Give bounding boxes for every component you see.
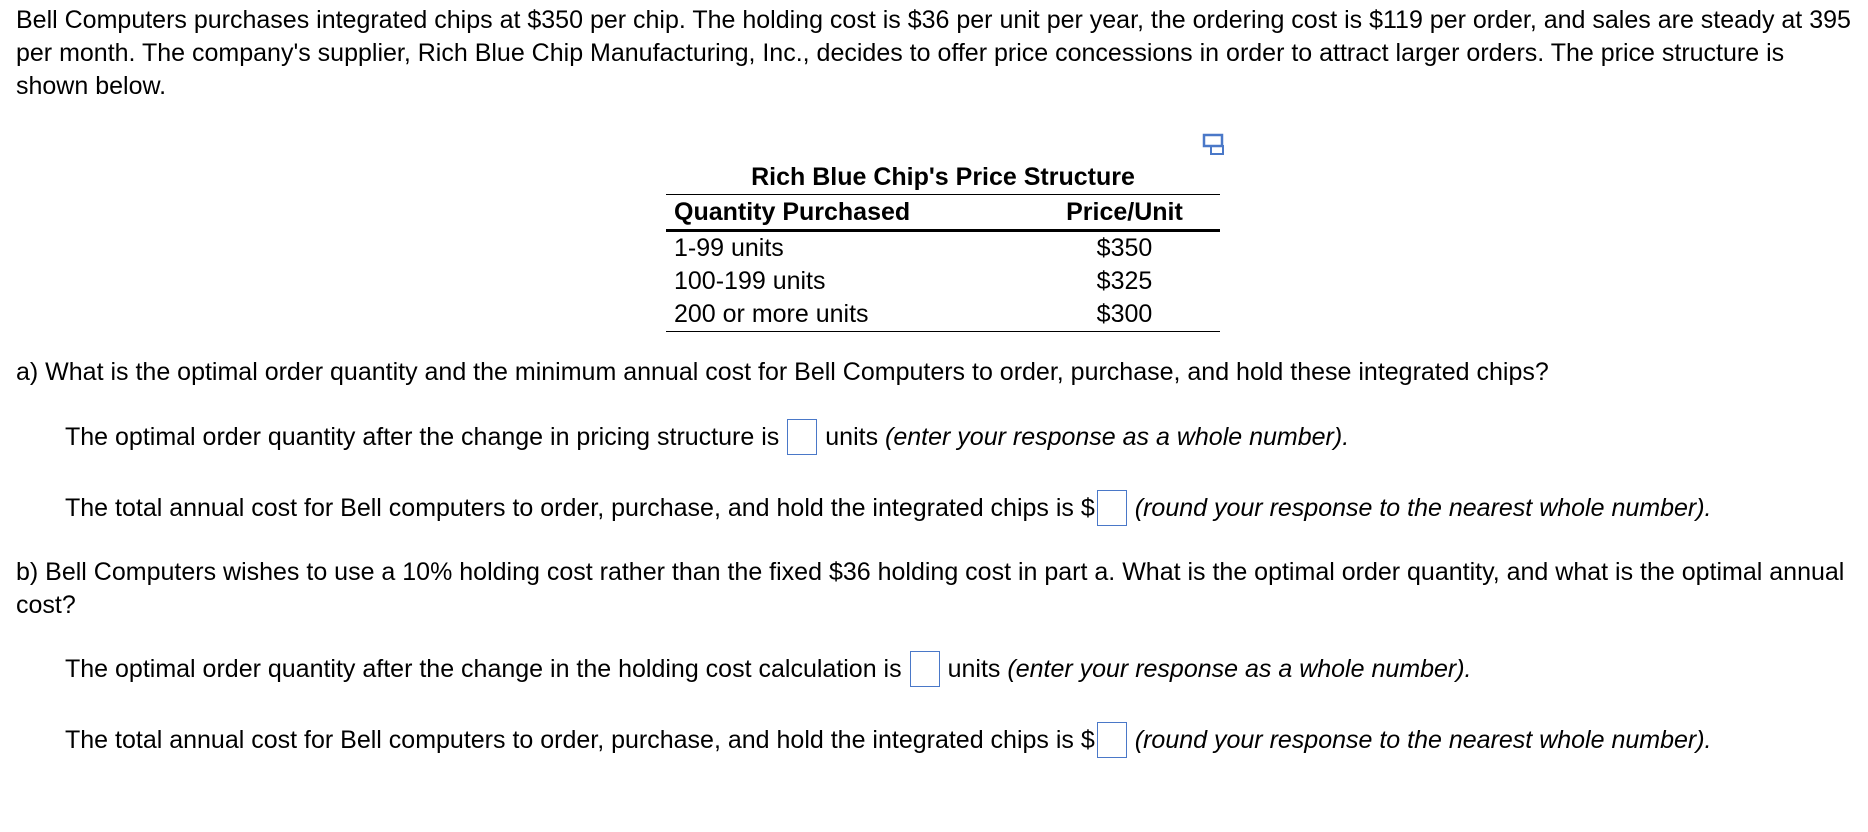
copy-table-icon[interactable]: [1202, 133, 1228, 157]
part-a-quantity-input[interactable]: [787, 419, 817, 455]
part-b-cost-line: [65, 720, 1712, 760]
table-title: Rich Blue Chip's Price Structure: [751, 163, 1135, 191]
part-b-quantity-input[interactable]: [910, 651, 940, 687]
table-row: [666, 298, 1220, 332]
part-a-cost-prefix: The total annual cost for Bell computers to order, purchase, and hold the integrated chips is $: [65, 494, 1095, 522]
part-a-quantity-suffix: units: [825, 423, 879, 451]
part-b-quantity-hint: (enter your response as a whole number).: [1007, 655, 1472, 683]
part-a-cost-hint: (round your response to the nearest whole number).: [1134, 494, 1712, 522]
cell-price: $350: [1096, 234, 1153, 262]
cell-price: $300: [1096, 300, 1153, 328]
table-row: [666, 231, 1220, 266]
part-a-quantity-hint: (enter your response as a whole number).: [885, 423, 1350, 451]
part-b-cost-prefix: The total annual cost for Bell computers to order, purchase, and hold the integrated chips is $: [65, 726, 1095, 754]
part-b-question: b) Bell Computers wishes to use a 10% holding cost rather than the fixed $36 holding cost in part a. What is the optimal order quantity, and what is the optimal annual cost?: [16, 558, 1845, 619]
part-a-cost-line: [65, 488, 1712, 528]
cell-quantity: 1-99 units: [674, 234, 784, 262]
part-b-quantity-suffix: units: [947, 655, 1001, 683]
part-b-quantity-line: [65, 649, 1472, 689]
header-quantity: Quantity Purchased: [674, 197, 911, 226]
table-row: [666, 265, 1220, 298]
part-b-quantity-prefix: The optimal order quantity after the change in the holding cost calculation is: [65, 655, 902, 683]
part-b-cost-hint: (round your response to the nearest whole number).: [1134, 726, 1712, 754]
part-a-question: a) What is the optimal order quantity and the minimum annual cost for Bell Computers to order, purchase, and hold these integrated chips?: [16, 358, 1549, 386]
part-a-quantity-line: [65, 417, 1349, 457]
part-b-cost-input[interactable]: [1097, 722, 1127, 758]
problem-statement: Bell Computers purchases integrated chips at $350 per chip. The holding cost is $36 per unit per year, the ordering cost is $119 per order, and sales are steady at 395 per month. The company's supplier, Rich Blue Chip Manufacturing, Inc., decides to offer price concessions in order to attract larger orders. The price structure is shown below.: [16, 6, 1851, 100]
cell-quantity: 200 or more units: [674, 300, 869, 328]
cell-price: $325: [1096, 267, 1153, 295]
part-a-quantity-prefix: The optimal order quantity after the change in pricing structure is: [65, 423, 780, 451]
price-structure-table: [666, 160, 1220, 332]
header-price: Price/Unit: [1066, 197, 1183, 226]
cell-quantity: 100-199 units: [674, 267, 826, 295]
part-a-cost-input[interactable]: [1097, 490, 1127, 526]
table-header-row: [666, 195, 1220, 231]
